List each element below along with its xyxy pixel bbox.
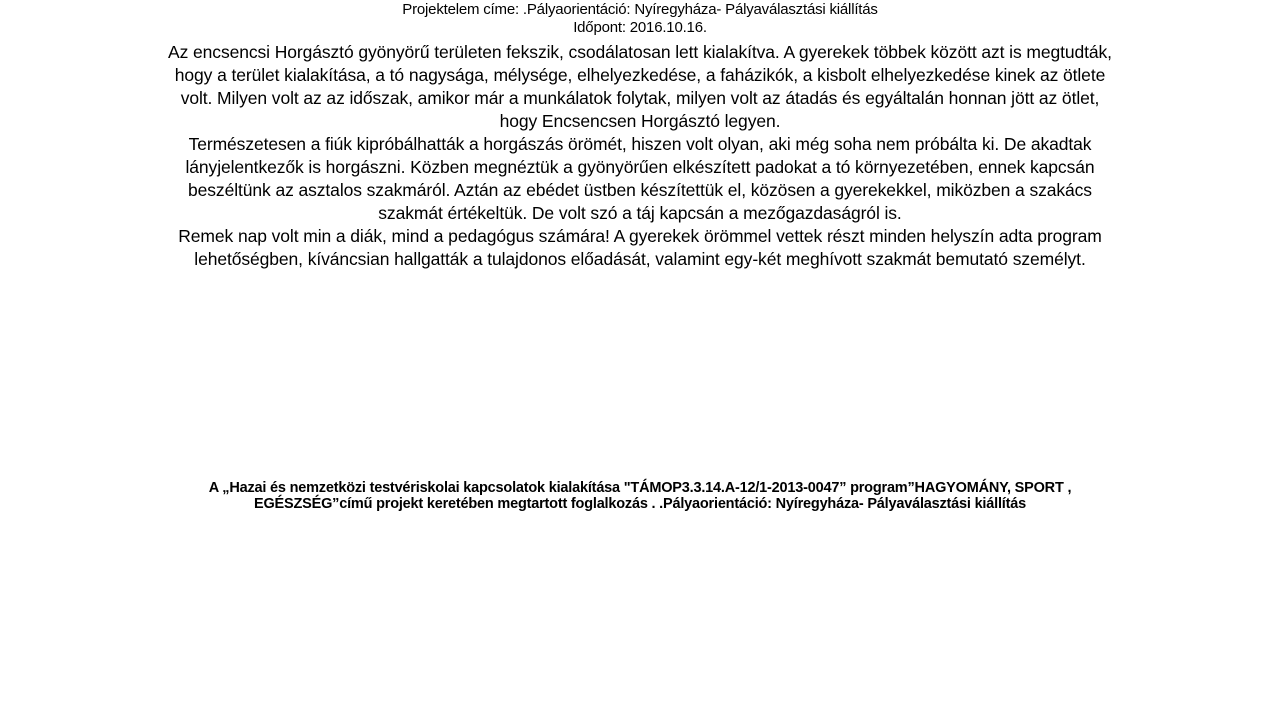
header <box>160 1 1120 37</box>
paragraph-fishing: Természetesen a fiúk kipróbálhatták a horgászás örömét, hiszen volt olyan, aki még soha nem próbálta ki. De akadtak lányjelentkezők is horgászni. Közben megnéztük a gyönyörűen elkészített padokat a tó környezetében, ennek kapcsán beszéltünk az asztalos szakmáról. Aztán az ebédet üstben készítettük el, közösen a gyerekekkel, miközben a szakács szakmát értékeltük. De volt szó a táj kapcsán a mezőgazdaságról is. <box>185 134 1095 223</box>
paragraph-summary: Remek nap volt min a diák, mind a pedagógus számára! A gyerekek örömmel vettek részt minden helyszín adta program lehetőségben, kíváncsian hallgatták a tulajdonos előadását, valamint egy-két meghívott szakmát bemutató személyt. <box>178 226 1102 269</box>
footer-note: A „Hazai és nemzetközi testvériskolai kapcsolatok kialakítása "TÁMOP3.3.14.A-12/1-2013-0047” program”HAGYOMÁNY, SPORT , EGÉSZSÉG”című projekt keretében megtartott foglalkozás . .Pályaorientáció: Nyíregyháza- Pályaválasztási kiállítás <box>208 480 1072 512</box>
event-date: Időpont: 2016.10.16. <box>573 19 707 36</box>
paragraph-intro: Az encsencsi Horgásztó gyönyörű területen fekszik, csodálatosan lett kialakítva. A gyerekek többek között azt is megtudták, hogy a terület kialakítása, a tó nagysága, mélysége, elhelyezkedése, a faházikók, a kisbolt elhelyezkedése kinek az ötlete volt. Milyen volt az az időszak, amikor már a munkálatok folytak, milyen volt az átadás és egyáltalán honnan jött az ötlet, hogy Encsencsen Horgásztó legyen. <box>168 42 1112 131</box>
project-title: Projektelem címe: .Pályaorientáció: Nyíregyháza- Pályaválasztási kiállítás <box>402 1 878 18</box>
body-text <box>160 41 1120 271</box>
